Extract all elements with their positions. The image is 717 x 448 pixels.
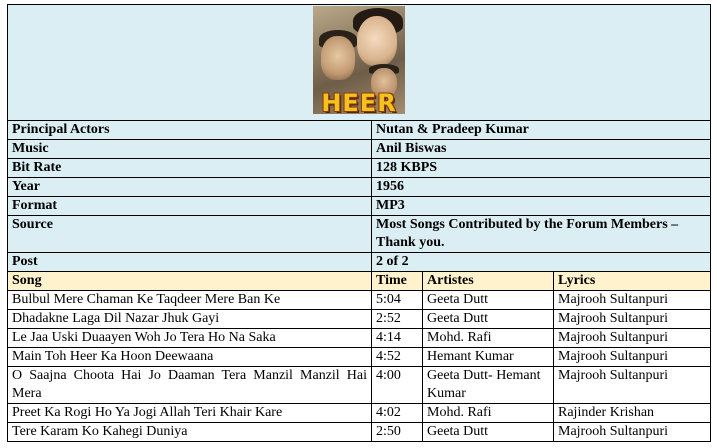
- table-row: [8, 310, 711, 329]
- info-row-source: [8, 216, 711, 253]
- info-value: Most Songs Contributed by the Forum Members – Thank you.: [372, 216, 711, 253]
- table-row: [8, 291, 711, 310]
- song-title: Dhadakne Laga Dil Nazar Jhuk Gayi: [8, 310, 372, 329]
- album-cover-image: [313, 6, 405, 114]
- info-row-year: [8, 178, 711, 197]
- info-row-bit-rate: [8, 159, 711, 178]
- song-artistes: Geeta Dutt: [423, 423, 554, 442]
- table-row: [8, 404, 711, 423]
- info-label: Format: [8, 197, 372, 216]
- info-row-music: [8, 140, 711, 159]
- column-header-lyrics: Lyrics: [554, 272, 711, 291]
- song-lyrics: Majrooh Sultanpuri: [554, 310, 711, 329]
- table-row: [8, 329, 711, 348]
- info-value: Nutan & Pradeep Kumar: [372, 121, 711, 140]
- info-value: Anil Biswas: [372, 140, 711, 159]
- song-artistes: Hemant Kumar: [423, 348, 554, 367]
- song-time: 2:52: [372, 310, 423, 329]
- column-header-time: Time: [372, 272, 423, 291]
- info-label: Source: [8, 216, 372, 253]
- song-lyrics: Majrooh Sultanpuri: [554, 423, 711, 442]
- song-title: O Saajna Choota Hai Jo Daaman Tera Manzil Manzil Hai Mera: [8, 367, 372, 404]
- songs-header-row: [8, 272, 711, 291]
- song-title: Tere Karam Ko Kahegi Duniya: [8, 423, 372, 442]
- song-title: Le Jaa Uski Duaayen Woh Jo Tera Ho Na Saka: [8, 329, 372, 348]
- info-value: 1956: [372, 178, 711, 197]
- info-label: Post: [8, 253, 372, 272]
- info-label: Music: [8, 140, 372, 159]
- table-row: [8, 423, 711, 442]
- song-lyrics: Majrooh Sultanpuri: [554, 348, 711, 367]
- info-row-format: [8, 197, 711, 216]
- table-row: [8, 348, 711, 367]
- song-time: 4:14: [372, 329, 423, 348]
- info-value: 2 of 2: [372, 253, 711, 272]
- info-value: MP3: [372, 197, 711, 216]
- column-header-song: Song: [8, 272, 372, 291]
- info-label: Principal Actors: [8, 121, 372, 140]
- info-value: 128 KBPS: [372, 159, 711, 178]
- song-artistes: Geeta Dutt: [423, 310, 554, 329]
- info-row-principal-actors: [8, 121, 711, 140]
- song-title: Bulbul Mere Chaman Ke Taqdeer Mere Ban Ke: [8, 291, 372, 310]
- song-lyrics: Rajinder Krishan: [554, 404, 711, 423]
- song-artistes: Geeta Dutt- Hemant Kumar: [423, 367, 554, 404]
- cover-cell: [8, 5, 711, 121]
- album-table: [7, 4, 711, 442]
- song-time: 4:02: [372, 404, 423, 423]
- song-time: 5:04: [372, 291, 423, 310]
- song-artistes: Geeta Dutt: [423, 291, 554, 310]
- info-row-post: [8, 253, 711, 272]
- cover-title: HEER: [321, 89, 397, 114]
- table-row: [8, 367, 711, 404]
- song-title: Preet Ka Rogi Ho Ya Jogi Allah Teri Khair Kare: [8, 404, 372, 423]
- song-lyrics: Majrooh Sultanpuri: [554, 367, 711, 404]
- album-info-document: [7, 4, 710, 442]
- column-header-artistes: Artistes: [423, 272, 554, 291]
- song-artistes: Mohd. Rafi: [423, 404, 554, 423]
- info-label: Year: [8, 178, 372, 197]
- song-lyrics: Majrooh Sultanpuri: [554, 291, 711, 310]
- song-title: Main Toh Heer Ka Hoon Deewaana: [8, 348, 372, 367]
- song-time: 4:52: [372, 348, 423, 367]
- song-time: 4:00: [372, 367, 423, 404]
- info-label: Bit Rate: [8, 159, 372, 178]
- song-lyrics: Majrooh Sultanpuri: [554, 329, 711, 348]
- song-artistes: Mohd. Rafi: [423, 329, 554, 348]
- song-time: 2:50: [372, 423, 423, 442]
